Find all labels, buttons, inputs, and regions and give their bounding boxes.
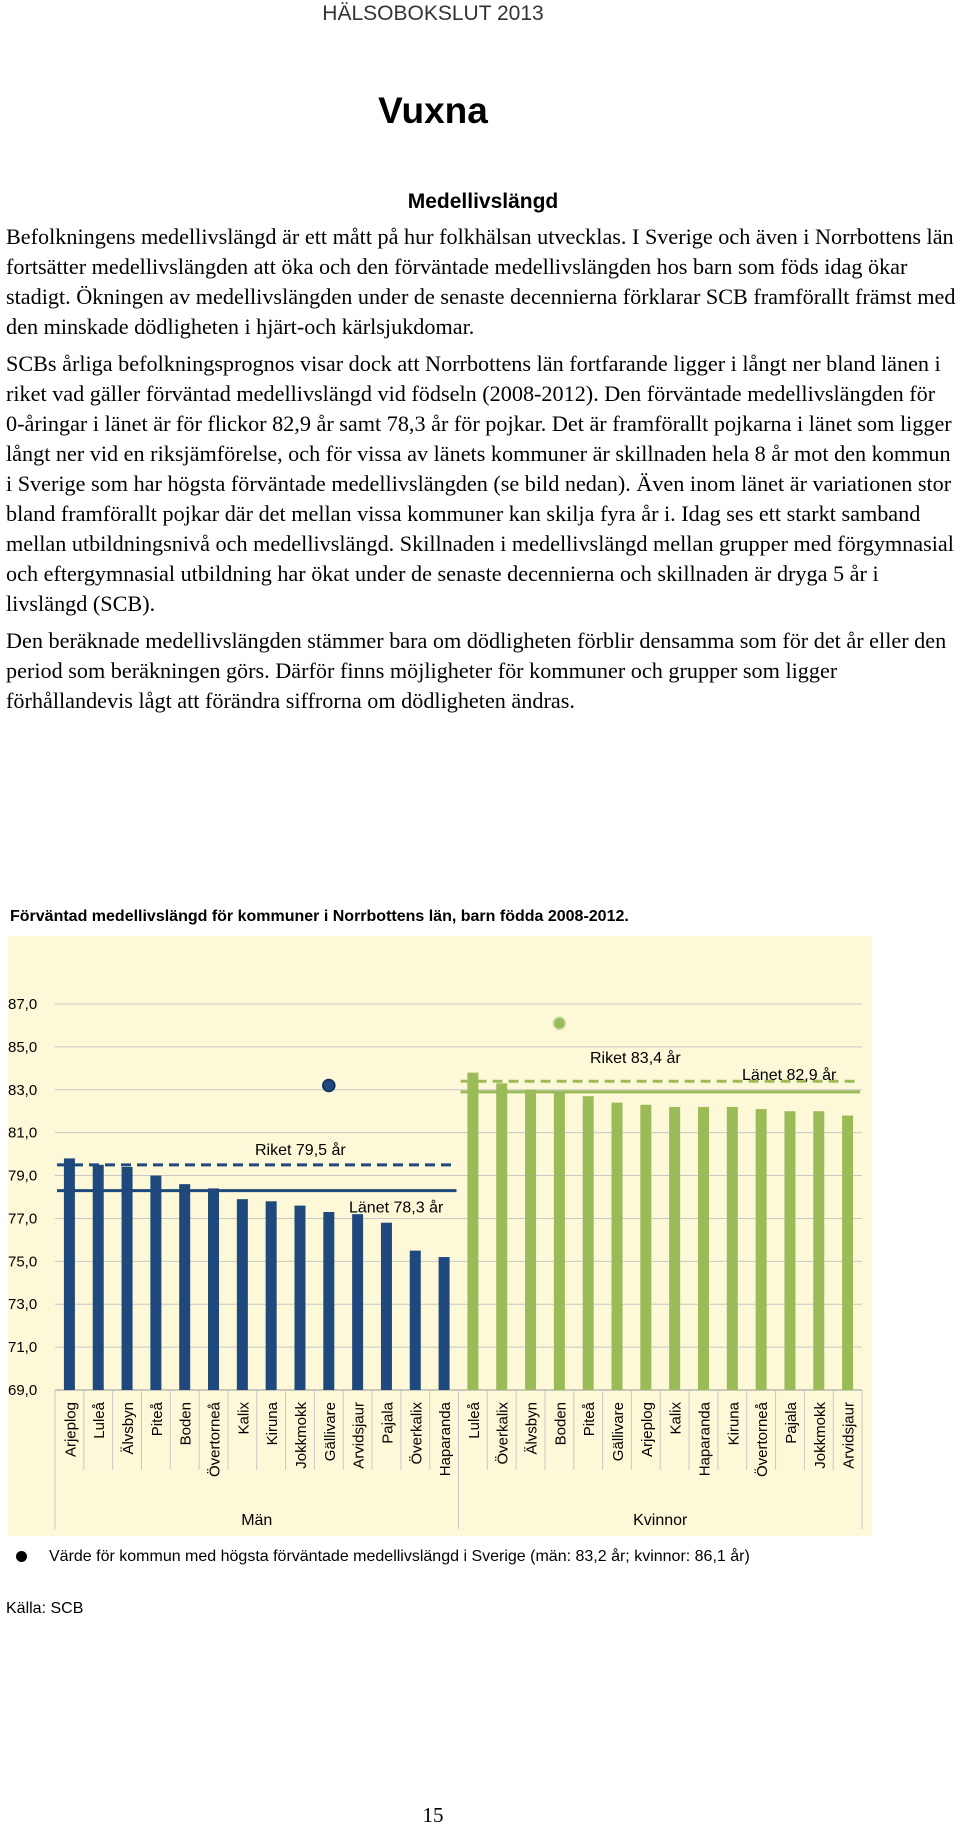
bar xyxy=(784,1111,795,1390)
bar xyxy=(64,1158,75,1390)
y-tick-label: 81,0 xyxy=(8,1124,38,1142)
category-label: Luleå xyxy=(91,1402,109,1439)
category-label: Kalix xyxy=(235,1402,253,1435)
y-tick-label: 85,0 xyxy=(8,1038,38,1056)
y-tick-label: 79,0 xyxy=(8,1167,38,1185)
y-tick-label: 87,0 xyxy=(8,996,38,1013)
bar xyxy=(727,1107,738,1390)
y-tick-label: 77,0 xyxy=(8,1210,38,1228)
chart-title: Förväntad medellivslängd för kommuner i Norrbottens län, barn födda 2008-2012. xyxy=(10,908,629,925)
category-label: Pajala xyxy=(379,1402,397,1444)
bar xyxy=(612,1103,623,1390)
bar xyxy=(294,1206,305,1390)
bar xyxy=(208,1188,219,1390)
category-label: Haparanda xyxy=(437,1402,455,1477)
page-number: 15 xyxy=(422,1803,444,1827)
category-label: Jokkmokk xyxy=(292,1402,310,1469)
bar xyxy=(698,1107,709,1390)
y-tick-label: 71,0 xyxy=(8,1339,38,1357)
source-text: Källa: SCB xyxy=(6,1600,84,1617)
body-text xyxy=(6,222,956,723)
bar xyxy=(756,1109,767,1390)
paragraph-3: Den beräknade medellivslängden stämmer bara om dödligheten förblir densamma som för det år eller den period som beräkningen görs. Därför finns möjligheter för kommuner och grupper som ligger förhållandevis lågt att förändra siffrorna om dödligheten ändras. xyxy=(6,628,947,713)
category-label: Haparanda xyxy=(696,1402,714,1477)
category-label: Boden xyxy=(177,1402,195,1446)
page-header: HÄLSOBOKSLUT 2013 xyxy=(322,2,544,25)
legend-note xyxy=(6,1546,866,1568)
category-label: Gällivare xyxy=(610,1402,628,1462)
y-tick-label: 73,0 xyxy=(8,1296,38,1314)
category-label: Älvsbyn xyxy=(120,1402,138,1455)
bar xyxy=(640,1105,651,1390)
bar xyxy=(93,1165,104,1390)
bar xyxy=(496,1083,507,1390)
bar xyxy=(381,1223,392,1390)
bar xyxy=(842,1116,853,1390)
category-label: Överkalix xyxy=(408,1402,426,1465)
bar xyxy=(813,1111,824,1390)
lanet-label: Länet 78,3 år xyxy=(349,1199,444,1217)
riket-label: Riket 79,5 år xyxy=(255,1141,346,1159)
category-label: Jokkmokk xyxy=(811,1402,829,1469)
top-value-dot xyxy=(553,1017,565,1029)
paragraph-1: Befolkningens medellivslängd är ett mått på hur folkhälsan utvecklas. I Sverige och även i Norrbottens län fortsätter medellivslängden att öka och den förväntade medellivslängden hos barn som föds idag ökar stadigt. Ökningen av medellivslängden under de senaste decennierna förklarar SCB framförallt främst med den minskade dödligheten i hjärt-och kärlsjukdomar. xyxy=(6,224,956,339)
section-subtitle: Medellivslängd xyxy=(407,190,559,213)
category-label: Luleå xyxy=(465,1402,483,1439)
category-label: Arjeplog xyxy=(638,1402,656,1458)
category-label: Pajala xyxy=(782,1402,800,1444)
bar xyxy=(150,1176,161,1390)
category-label: Piteå xyxy=(148,1402,166,1437)
bar xyxy=(323,1212,334,1390)
category-label: Boden xyxy=(552,1402,570,1446)
life-expectancy-chart xyxy=(0,936,880,1536)
bar xyxy=(237,1199,248,1390)
bar xyxy=(266,1201,277,1390)
bar xyxy=(467,1073,478,1390)
category-label: Kiruna xyxy=(725,1402,743,1446)
category-label: Piteå xyxy=(581,1402,599,1437)
category-label: Övertorneå xyxy=(206,1402,224,1478)
lanet-label: Länet 82,9 år xyxy=(742,1066,837,1084)
category-label: Övertorneå xyxy=(754,1402,772,1478)
bar xyxy=(122,1167,133,1390)
bar xyxy=(669,1107,680,1390)
bar xyxy=(410,1251,421,1390)
category-label: Arjeplog xyxy=(62,1402,80,1458)
category-label: Överkalix xyxy=(494,1402,512,1465)
bar xyxy=(439,1257,450,1390)
legend-dot-icon xyxy=(16,1551,27,1562)
group-label: Kvinnor xyxy=(633,1512,688,1529)
legend-note-text: Värde för kommun med högsta förväntade medellivslängd i Sverige (män: 83,2 år; kvinnor: 86,1 år) xyxy=(49,1548,750,1565)
section-title: Vuxna xyxy=(378,90,488,131)
paragraph-2: SCBs årliga befolkningsprognos visar dock att Norrbottens län fortfarande ligger i långt ner bland länen i riket vad gäller förväntad medellivslängd vid födseln (2008-2012). Den förväntade medellivslängden för 0-åringar i länet är för flickor 82,9 år samt 78,3 år för pojkar. Det är framförallt pojkarna i länet som ligger långt ner vid en riksjämförelse, och för vissa av länets kommuner är skillnaden hela 8 år mot den kommun i Sverige som har högsta förväntade medellivslängden (se bild nedan). Även inom länet är variationen stor bland framförallt pojkar där det mellan vissa kommuner kan skilja fyra år i. Idag ses ett starkt samband mellan utbildningsnivå och medellivslängd. Skillnaden i medellivslängd mellan grupper med förgymnasial och eftergymnasial utbildning har ökat under de senaste decennierna och skillnaden är dryga 5 år i livslängd (SCB). xyxy=(6,351,954,616)
riket-label: Riket 83,4 år xyxy=(590,1050,681,1068)
category-label: Älvsbyn xyxy=(523,1402,541,1455)
category-label: Arvidsjaur xyxy=(350,1402,368,1469)
bar xyxy=(583,1096,594,1390)
category-label: Kiruna xyxy=(264,1402,282,1446)
group-label: Män xyxy=(241,1512,273,1529)
category-label: Arvidsjaur xyxy=(840,1402,858,1469)
bar xyxy=(352,1214,363,1390)
top-value-dot xyxy=(323,1079,335,1091)
y-tick-label: 75,0 xyxy=(8,1253,38,1271)
y-tick-label: 83,0 xyxy=(8,1081,38,1099)
bar xyxy=(554,1092,565,1390)
category-label: Kalix xyxy=(667,1402,685,1435)
bar xyxy=(179,1184,190,1390)
category-label: Gällivare xyxy=(321,1402,339,1462)
y-tick-label: 69,0 xyxy=(8,1382,38,1399)
bar xyxy=(525,1090,536,1390)
